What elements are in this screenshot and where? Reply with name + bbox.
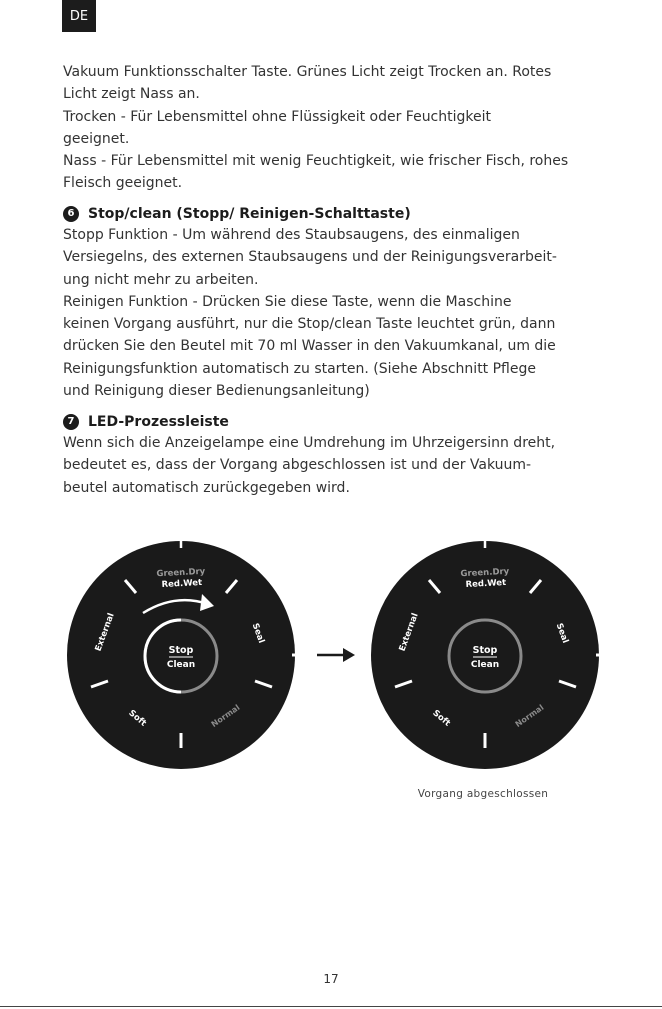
external-label: External [397, 611, 421, 653]
section-6-line: keinen Vorgang ausführt, nur die Stop/clean Taste leuchtet grün, dann [63, 316, 556, 333]
intro-paragraph [63, 61, 603, 195]
section-number-badge: 7 [63, 414, 79, 430]
intro-line: Nass - Für Lebensmittel mit wenig Feuchtigkeit, wie frischer Fisch, rohes [63, 153, 569, 170]
intro-line: Vakuum Funktionsschalter Taste. Grünes Licht zeigt Trocken an. Rotes [63, 64, 552, 80]
seal-label: Seal [553, 621, 571, 645]
green-dry-label: Green.Dry [460, 566, 510, 580]
section-6-body [63, 224, 603, 402]
bottom-divider [0, 1006, 662, 1007]
section-7-body [63, 432, 603, 499]
intro-line: Fleisch geeignet. [63, 175, 183, 192]
section-7-heading [63, 412, 229, 432]
clean-label: Clean [470, 660, 500, 670]
section-7-line: bedeutet es, dass der Vorgang abgeschlossen ist und der Vakuum- [63, 457, 532, 474]
intro-line: Licht zeigt Nass an. [63, 86, 200, 103]
normal-label: Normal [209, 702, 242, 729]
stop-label: Stop [472, 645, 498, 656]
clean-label: Clean [166, 660, 196, 670]
section-6-line: Stopp Funktion - Um während des Staubsaugens, des einmaligen [63, 227, 520, 243]
section-6-title: Stop/clean (Stopp/ Reinigen-Schalttaste) [88, 206, 411, 222]
normal-label: Normal [513, 702, 546, 729]
red-wet-label: Red.Wet [465, 577, 507, 591]
section-6-line: Reinigen Funktion - Drücken Sie diese Taste, wenn die Maschine [63, 293, 512, 310]
section-6-line: Reinigungsfunktion automatisch zu starten. (Siehe Abschnitt Pflege [63, 360, 536, 377]
section-7-line: beutel automatisch zurückgegeben wird. [63, 479, 350, 496]
stop-label: Stop [168, 645, 194, 656]
section-7-line: Wenn sich die Anzeigelampe eine Umdrehung im Uhrzeigersinn dreht, [63, 435, 556, 451]
arrow-head [343, 648, 355, 662]
transition-arrow [317, 648, 355, 662]
section-number-badge: 6 [63, 206, 79, 222]
section-7-title: LED-Prozessleiste [88, 414, 229, 430]
dial-after [371, 541, 600, 769]
intro-line: geeignet. [63, 130, 130, 147]
seal-label: Seal [249, 621, 267, 645]
language-badge: DE [62, 0, 96, 32]
dial-before [67, 541, 296, 769]
section-6-line: und Reinigung dieser Bedienungsanleitung) [63, 383, 370, 400]
soft-label: Soft [126, 708, 149, 729]
led-process-diagram [0, 530, 662, 780]
green-dry-label: Green.Dry [156, 566, 206, 580]
red-wet-label: Red.Wet [161, 577, 203, 591]
section-6-line: Versiegelns, des externen Staubsaugens und der Reinigungsverarbeit- [63, 249, 557, 266]
diagram-caption: Vorgang abgeschlossen [417, 788, 549, 800]
intro-line: Trocken - Für Lebensmittel ohne Flüssigkeit oder Feuchtigkeit [63, 108, 491, 125]
section-6-heading [63, 204, 411, 224]
external-label: External [93, 611, 117, 653]
section-6-line: ung nicht mehr zu arbeiten. [63, 271, 259, 288]
section-6-line: drücken Sie den Beutel mit 70 ml Wasser in den Vakuumkanal, um die [63, 338, 556, 355]
page-number: 17 [323, 972, 339, 986]
soft-label: Soft [430, 708, 453, 729]
